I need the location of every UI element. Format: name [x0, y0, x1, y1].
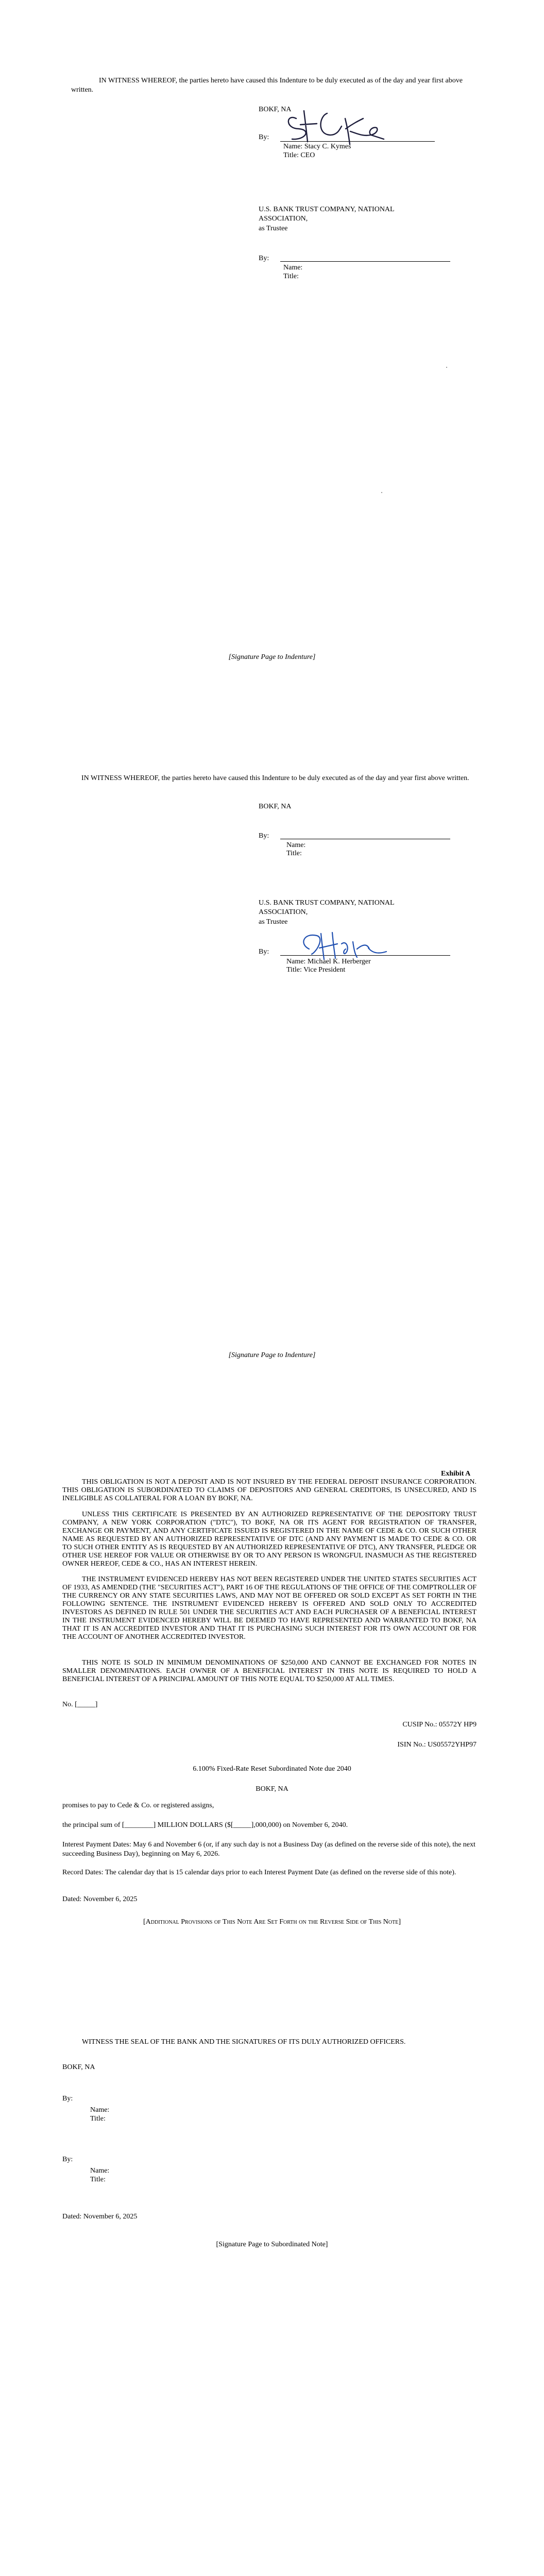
witness-seal: WITNESS THE SEAL OF THE BANK AND THE SIGNATURES OF ITS DULY AUTHORIZED OFFICERS. — [82, 2038, 406, 2046]
scan-speck — [381, 492, 382, 493]
page-2-footer: [Signature Page to Indenture] — [228, 1351, 316, 1359]
trustee-signer-name: Name: — [283, 264, 303, 272]
dated: Dated: November 6, 2025 — [62, 1895, 138, 1903]
trustee-signer-title: Title: Vice President — [286, 966, 346, 974]
principal-sum: the principal sum of [________] MILLION DOLLARS ($[_____],000,000) on November 6, 2040. — [62, 1821, 348, 1829]
note-number: No. [_____] — [62, 1701, 98, 1708]
trustee-signature-line — [280, 256, 450, 262]
page-3-footer: [Signature Page to Subordinated Note] — [216, 2241, 328, 2248]
bokf-signature-line — [280, 136, 435, 142]
legend-fdic: THIS OBLIGATION IS NOT A DEPOSIT AND IS NOT INSURED BY THE FEDERAL DEPOSIT INSURANCE CORPORATION. THIS OBLIGATION IS SUBORDINATED TO CLAIMS OF DEPOSITORS AND GENERAL CREDITORS, IS UNSECURED, AND IS INELIGIBLE AS COLLATERAL FOR A LOAN BY BOKF, NA. — [62, 1478, 477, 1502]
trustee-by-label: By: — [259, 948, 269, 956]
witness-clause: IN WITNESS WHEREOF, the parties hereto have caused this Indenture to be duly executed as of the day and year first above written. — [81, 774, 469, 782]
officer-2-by-label: By: — [62, 2156, 73, 2163]
bank-name: BOKF, NA — [62, 2063, 95, 2071]
dated-2: Dated: November 6, 2025 — [62, 2213, 138, 2221]
page-1-footer: [Signature Page to Indenture] — [228, 653, 316, 661]
officer-1-title: Title: — [90, 2115, 106, 2123]
bokf-signer-title: Title: — [286, 850, 302, 857]
bokf-by-label: By: — [259, 133, 269, 141]
legend-dtc: UNLESS THIS CERTIFICATE IS PRESENTED BY AN AUTHORIZED REPRESENTATIVE OF THE DEPOSITORY TRUST COMPANY, A NEW YORK CORPORATION ("DTC"), TO BOKF, NA OR ITS AGENT FOR REGISTRATION OF TRANSFER, EXCHANGE OR PAYMENT, AND ANY CERTIFICATE ISSUED IS REGISTERED IN THE NAME OF CEDE & CO. OR SUCH OTHER NAME AS REQUESTED BY AN AUTHORIZED REPRESENTATIVE OF DTC (AND ANY PAYMENT IS MADE TO CEDE & CO. OR TO SUCH OTHER ENTITY AS IS REQUESTED BY AN AUTHORIZED REPRESENTATIVE OF DTC), ANY TRANSFER, PLEDGE OR OTHER USE HEREOF FOR VALUE OR OTHERWISE BY OR TO ANY PERSON IS WRONGFUL INASMUCH AS THE REGISTERED OWNER HEREOF, CEDE & CO., HAS AN INTEREST HEREIN. — [62, 1511, 477, 1568]
issuer-name: BOKF, NA — [256, 1785, 288, 1793]
promise-to-pay: promises to pay to Cede & Co. or registered assigns, — [62, 1802, 214, 1809]
trustee-entity-line: ASSOCIATION, — [259, 908, 308, 917]
trustee-by-label: By: — [259, 255, 269, 262]
trustee-signature-line — [280, 950, 450, 956]
isin-number: ISIN No.: US05572YHP97 — [397, 1741, 477, 1749]
bokf-entity: BOKF, NA — [259, 803, 292, 810]
trustee-entity-line: U.S. BANK TRUST COMPANY, NATIONAL — [259, 206, 395, 213]
bokf-by-label: By: — [259, 832, 269, 840]
officer-2-signature-line — [82, 2157, 211, 2162]
additional-provisions: [Additional Provisions of This Note Are Set Forth on the Reverse Side of This Note] — [143, 1918, 401, 1926]
trustee-entity-line: as Trustee — [259, 918, 288, 926]
note-title: 6.100% Fixed-Rate Reset Subordinated Note due 2040 — [193, 1765, 351, 1773]
exhibit-label: Exhibit A — [441, 1470, 471, 1478]
legend-denominations: THIS NOTE IS SOLD IN MINIMUM DENOMINATIONS OF $250,000 AND CANNOT BE EXCHANGED FOR NOTES IN SMALLER DENOMINATIONS. EACH OWNER OF A BENEFICIAL INTEREST IN THIS NOTE IS REQUIRED TO HOLD A BENEFICIAL INTEREST OF A PRINCIPAL AMOUNT OF THIS NOTE EQUAL TO $250,000 AT ALL TIMES. — [62, 1659, 477, 1683]
officer-1-signature-line — [82, 2096, 211, 2102]
trustee-entity — [259, 205, 408, 233]
cusip-number: CUSIP No.: 05572Y HP9 — [402, 1721, 477, 1728]
trustee-signer-name: Name: Michael K. Herberger — [286, 958, 371, 965]
witness-clause: IN WITNESS WHEREOF, the parties hereto have caused this Indenture to be duly executed as of the day and year first above written. — [71, 77, 463, 94]
bokf-signer-title: Title: CEO — [283, 151, 315, 159]
bokf-signature-line — [280, 834, 450, 839]
scan-speck — [446, 367, 447, 368]
trustee-signer-title: Title: — [283, 273, 299, 280]
record-dates: Record Dates: The calendar day that is 15 calendar days prior to each Interest Payment Date (as defined on the reverse side of this note). — [62, 1869, 456, 1876]
trustee-entity — [259, 899, 408, 927]
legend-securities-act: THE INSTRUMENT EVIDENCED HEREBY HAS NOT BEEN REGISTERED UNDER THE UNITED STATES SECURITIES ACT OF 1933, AS AMENDED (THE "SECURITIES ACT"), PART 16 OF THE REGULATIONS OF THE OFFICE OF THE COMPTROLLER OF THE CURRENCY OR ANY STATE SECURITIES LAWS, AND MAY NOT BE OFFERED OR SOLD EXCEPT AS SET FORTH IN THE FOLLOWING SENTENCE. THE INSTRUMENT EVIDENCED HEREBY IS OFFERED AND SOLD ONLY TO ACCREDITED INVESTORS AS DEFINED IN RULE 501 UNDER THE SECURITIES ACT AND EACH PURCHASER OF A BENEFICIAL INTEREST IN THE INSTRUMENT EVIDENCED HEREBY WILL BE DEEMED TO HAVE REPRESENTED AND WARRANTED TO BOKF, NA THAT IT IS AN ACCREDITED INVESTOR AND THAT IT IS PURCHASING SUCH INTEREST FOR ITS OWN ACCOUNT OR FOR THE ACCOUNT OF ANOTHER ACCREDITED INVESTOR. — [62, 1575, 477, 1641]
trustee-entity-line: U.S. BANK TRUST COMPANY, NATIONAL — [259, 899, 395, 907]
interest-payment-dates: Interest Payment Dates: May 6 and November 6 (or, if any such day is not a Business Day (as defined on the reverse side of this note), the next succeeding Business Day), beginning on May 6, 2026. — [62, 1841, 475, 1858]
bokf-entity: BOKF, NA — [259, 106, 292, 113]
trustee-entity-line: as Trustee — [259, 224, 288, 232]
bokf-signer-name: Name: — [286, 841, 306, 849]
bokf-signer-name: Name: Stacy C. Kymes — [283, 143, 351, 150]
officer-2-name: Name: — [90, 2167, 110, 2175]
trustee-entity-line: ASSOCIATION, — [259, 215, 308, 223]
officer-2-title: Title: — [90, 2176, 106, 2183]
officer-1-by-label: By: — [62, 2095, 73, 2103]
officer-1-name: Name: — [90, 2106, 110, 2114]
